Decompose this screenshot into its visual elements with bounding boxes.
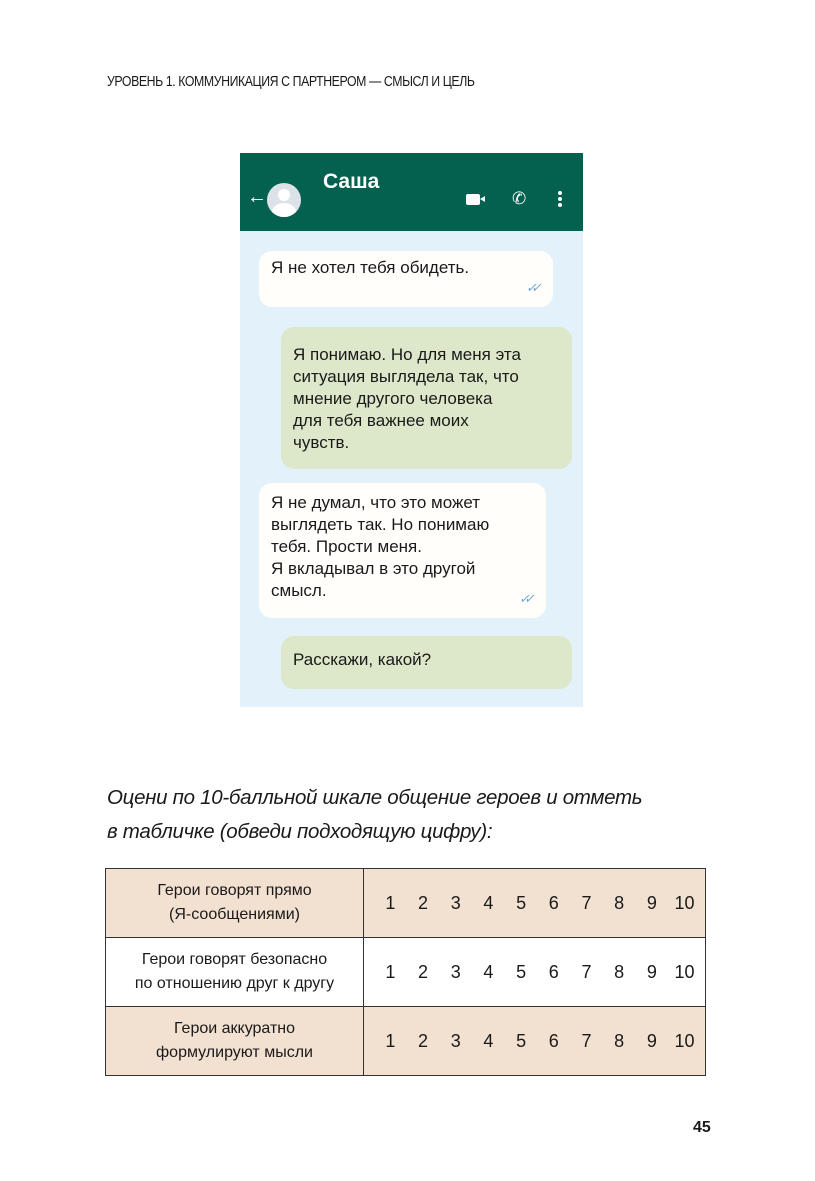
- rating-option[interactable]: 8: [614, 1030, 625, 1051]
- rating-option[interactable]: 2: [418, 1030, 429, 1051]
- rating-option[interactable]: 1: [385, 892, 396, 913]
- rating-option[interactable]: 4: [483, 1030, 494, 1051]
- message-line: смысл.: [271, 581, 327, 600]
- rating-option[interactable]: 5: [516, 1030, 527, 1051]
- phone-icon: ✆: [512, 189, 527, 208]
- label-line: формулируют мысли: [156, 1044, 313, 1061]
- rating-option[interactable]: 10: [674, 1030, 695, 1051]
- question-line: Оцени по 10-балльной шкале общение героев и отметь: [107, 786, 643, 809]
- table-row: [106, 938, 706, 1007]
- question-line: в табличке (обведи подходящую цифру):: [107, 820, 493, 843]
- label-line: (Я-сообщениями): [169, 906, 300, 923]
- chat-illustration: [240, 153, 583, 707]
- rating-option[interactable]: 9: [646, 892, 657, 913]
- rating-option[interactable]: 7: [581, 1030, 592, 1051]
- more-icon: [558, 191, 562, 209]
- message-line: Я не думал, что это может: [271, 493, 481, 512]
- rating-option[interactable]: 6: [548, 961, 559, 982]
- contact-name: Саша: [323, 170, 380, 193]
- message-sent: [281, 636, 572, 689]
- message-sent: [281, 327, 572, 469]
- rating-option[interactable]: 7: [581, 892, 592, 913]
- message-line: для тебя важнее моих: [293, 411, 469, 430]
- avatar: [267, 183, 301, 217]
- rating-option[interactable]: 1: [385, 961, 396, 982]
- rating-option[interactable]: 4: [483, 892, 494, 913]
- rating-option[interactable]: 5: [516, 961, 527, 982]
- message-line: чувств.: [293, 433, 350, 452]
- criterion-label: [106, 869, 364, 938]
- rating-scale: [364, 869, 706, 938]
- rating-option[interactable]: 4: [483, 961, 494, 982]
- rating-option[interactable]: 3: [450, 961, 461, 982]
- label-line: Герои аккуратно: [173, 1020, 296, 1037]
- read-check-icon: ✓✓: [525, 280, 540, 295]
- rating-table: [105, 868, 706, 1076]
- criterion-label: [106, 938, 364, 1007]
- message-line: мнение другого человека: [293, 389, 493, 408]
- message-received: [259, 483, 546, 618]
- rating-option[interactable]: 3: [450, 892, 461, 913]
- rating-option[interactable]: 6: [548, 892, 559, 913]
- rating-scale: [364, 1007, 706, 1076]
- message-text: Я не хотел тебя обидеть.: [271, 258, 470, 277]
- running-head: УРОВЕНЬ 1. КОММУНИКАЦИЯ С ПАРТНЕРОМ — СМЫСЛ И ЦЕЛЬ: [107, 73, 475, 90]
- rating-option[interactable]: 3: [450, 1030, 461, 1051]
- rating-scale: [364, 938, 706, 1007]
- page-number: 45: [693, 1119, 711, 1136]
- message-line: Я вкладывал в это другой: [271, 559, 476, 578]
- label-line: Герои говорят безопасно: [141, 951, 328, 968]
- message-text: Расскажи, какой?: [293, 650, 432, 669]
- criterion-label: [106, 1007, 364, 1076]
- read-check-icon: ✓✓: [518, 591, 533, 606]
- label-line: Герои говорят прямо: [157, 882, 312, 899]
- chat-header: [240, 153, 583, 231]
- label-line: по отношению друг к другу: [134, 975, 335, 992]
- rating-option[interactable]: 8: [614, 961, 625, 982]
- rating-option[interactable]: 2: [418, 961, 429, 982]
- message-line: выглядеть так. Но понимаю: [271, 515, 490, 534]
- rating-option[interactable]: 10: [674, 961, 695, 982]
- question-prompt: [107, 781, 642, 849]
- table-row: [106, 1007, 706, 1076]
- rating-option[interactable]: 1: [385, 1030, 396, 1051]
- message-received: [259, 251, 553, 307]
- message-line: тебя. Прости меня.: [271, 537, 422, 556]
- rating-option[interactable]: 2: [418, 892, 429, 913]
- table-row: [106, 869, 706, 938]
- message-line: ситуация выглядела так, что: [293, 367, 519, 386]
- rating-option[interactable]: 5: [516, 892, 527, 913]
- rating-option[interactable]: 6: [548, 1030, 559, 1051]
- rating-option[interactable]: 10: [674, 892, 695, 913]
- rating-option[interactable]: 8: [614, 892, 625, 913]
- rating-option[interactable]: 9: [646, 1030, 657, 1051]
- back-arrow-icon: ←: [247, 186, 267, 208]
- message-line: Я понимаю. Но для меня эта: [293, 345, 521, 364]
- video-call-icon: [466, 194, 480, 205]
- rating-option[interactable]: 7: [581, 961, 592, 982]
- rating-option[interactable]: 9: [646, 961, 657, 982]
